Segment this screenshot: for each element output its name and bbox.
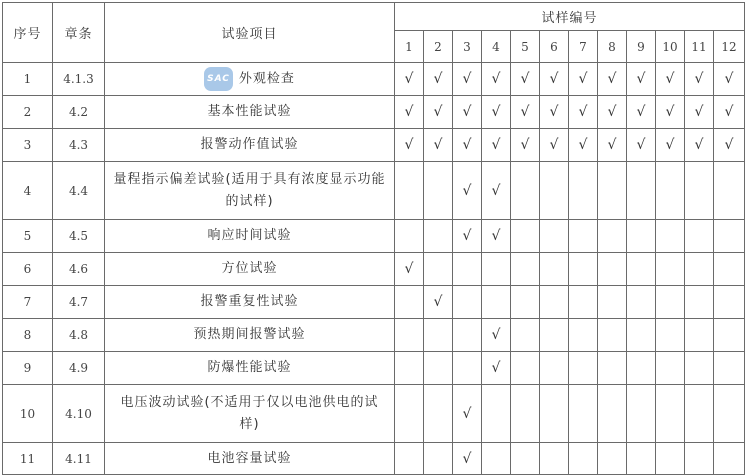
- check-mark-icon: √: [404, 104, 414, 120]
- check-mark-icon: √: [549, 137, 559, 153]
- sample-3-cell: [453, 253, 482, 286]
- sample-2-cell: [424, 63, 453, 96]
- sample-2-cell: [424, 385, 453, 443]
- seq-cell: 6: [3, 253, 53, 286]
- test-item-label: 防爆性能试验: [207, 360, 292, 375]
- check-mark-icon: √: [665, 104, 675, 120]
- sample-10-cell: [656, 162, 685, 220]
- sample-7-cell: [569, 286, 598, 319]
- sample-1-cell: [395, 443, 424, 475]
- table-row: [3, 385, 745, 443]
- check-mark-icon: √: [491, 71, 501, 87]
- clause-cell: 4.3: [53, 129, 105, 162]
- test-item-cell: [105, 220, 395, 253]
- seq-cell: 7: [3, 286, 53, 319]
- check-mark-icon: √: [694, 104, 704, 120]
- sample-12-cell: [714, 129, 745, 162]
- sample-3-cell: [453, 319, 482, 352]
- check-mark-icon: √: [665, 137, 675, 153]
- check-mark-icon: √: [462, 104, 472, 120]
- sample-8-cell: [598, 385, 627, 443]
- sample-4-cell: [482, 162, 511, 220]
- check-mark-icon: √: [462, 450, 472, 467]
- sample-10-cell: [656, 63, 685, 96]
- seq-cell: 11: [3, 443, 53, 475]
- sample-number-11: 11: [685, 31, 714, 63]
- sample-4-cell: [482, 96, 511, 129]
- sample-1-cell: [395, 220, 424, 253]
- clause-cell: 4.9: [53, 352, 105, 385]
- sample-5-cell: [511, 96, 540, 129]
- sample-6-cell: [540, 162, 569, 220]
- sample-7-cell: [569, 352, 598, 385]
- sample-1-cell: [395, 385, 424, 443]
- sample-11-cell: [685, 220, 714, 253]
- sample-11-cell: [685, 443, 714, 475]
- sample-8-cell: [598, 352, 627, 385]
- sample-number-6: 6: [540, 31, 569, 63]
- sample-number-5: 5: [511, 31, 540, 63]
- sample-9-cell: [627, 319, 656, 352]
- sample-5-cell: [511, 220, 540, 253]
- sample-11-cell: [685, 319, 714, 352]
- test-item-cell: [105, 319, 395, 352]
- sample-5-cell: [511, 352, 540, 385]
- check-mark-icon: √: [433, 137, 443, 153]
- sample-10-cell: [656, 253, 685, 286]
- sample-number-9: 9: [627, 31, 656, 63]
- sample-3-cell: [453, 63, 482, 96]
- sample-3-cell: [453, 352, 482, 385]
- check-mark-icon: √: [636, 71, 646, 87]
- sample-2-cell: [424, 253, 453, 286]
- sample-3-cell: [453, 96, 482, 129]
- sample-6-cell: [540, 443, 569, 475]
- sample-3-cell: [453, 443, 482, 475]
- sample-8-cell: [598, 63, 627, 96]
- sample-3-cell: [453, 220, 482, 253]
- table-row: [3, 96, 745, 129]
- clause-cell: 4.4: [53, 162, 105, 220]
- sample-11-cell: [685, 385, 714, 443]
- check-mark-icon: √: [694, 71, 704, 87]
- check-mark-icon: √: [491, 137, 501, 153]
- sample-4-cell: [482, 319, 511, 352]
- sample-3-cell: [453, 129, 482, 162]
- check-mark-icon: √: [433, 104, 443, 120]
- sample-10-cell: [656, 220, 685, 253]
- sample-4-cell: [482, 220, 511, 253]
- clause-cell: 4.8: [53, 319, 105, 352]
- table-row: [3, 162, 745, 220]
- check-mark-icon: √: [520, 71, 530, 87]
- sample-12-cell: [714, 253, 745, 286]
- sample-11-cell: [685, 253, 714, 286]
- test-item-label: 预热期间报警试验: [193, 327, 306, 342]
- test-item-label: 电压波动试验(不适用于仅以电池供电的试样): [120, 394, 379, 432]
- sample-12-cell: [714, 96, 745, 129]
- test-item-cell: [105, 63, 395, 96]
- sample-10-cell: [656, 385, 685, 443]
- seq-cell: 2: [3, 96, 53, 129]
- sample-11-cell: [685, 129, 714, 162]
- test-item-cell: [105, 385, 395, 443]
- check-mark-icon: √: [724, 137, 734, 153]
- sample-1-cell: [395, 129, 424, 162]
- clause-cell: 4.11: [53, 443, 105, 475]
- check-mark-icon: √: [462, 405, 472, 422]
- sample-4-cell: [482, 443, 511, 475]
- sample-9-cell: [627, 253, 656, 286]
- check-mark-icon: √: [607, 104, 617, 120]
- check-mark-icon: √: [462, 137, 472, 153]
- sample-number-12: 12: [714, 31, 745, 63]
- test-item-label: 响应时间试验: [207, 228, 292, 243]
- sample-8-cell: [598, 129, 627, 162]
- check-mark-icon: √: [491, 104, 501, 120]
- table-row: [3, 63, 745, 96]
- sample-3-cell: [453, 286, 482, 319]
- seq-cell: 1: [3, 63, 53, 96]
- clause-cell: 4.10: [53, 385, 105, 443]
- sample-4-cell: [482, 63, 511, 96]
- sample-number-3: 3: [453, 31, 482, 63]
- test-item-cell: [105, 96, 395, 129]
- sample-6-cell: [540, 63, 569, 96]
- table-row: [3, 352, 745, 385]
- check-mark-icon: √: [636, 137, 646, 153]
- sample-2-cell: [424, 96, 453, 129]
- sample-4-cell: [482, 352, 511, 385]
- test-item-cell: [105, 286, 395, 319]
- seq-cell: 5: [3, 220, 53, 253]
- test-item-cell: [105, 352, 395, 385]
- check-mark-icon: √: [491, 228, 501, 244]
- check-mark-icon: √: [578, 71, 588, 87]
- sample-10-cell: [656, 286, 685, 319]
- sample-number-8: 8: [598, 31, 627, 63]
- sample-7-cell: [569, 253, 598, 286]
- sample-6-cell: [540, 319, 569, 352]
- test-item-label: 量程指示偏差试验(适用于具有浓度显示功能的试样): [113, 171, 386, 209]
- table-row: [3, 220, 745, 253]
- table-body: [3, 63, 745, 475]
- sample-12-cell: [714, 63, 745, 96]
- sample-11-cell: [685, 63, 714, 96]
- sample-11-cell: [685, 162, 714, 220]
- sample-9-cell: [627, 162, 656, 220]
- check-mark-icon: √: [607, 71, 617, 87]
- sample-6-cell: [540, 96, 569, 129]
- table-row: [3, 443, 745, 475]
- sample-1-cell: [395, 352, 424, 385]
- sample-12-cell: [714, 352, 745, 385]
- test-item-label: 方位试验: [221, 261, 278, 276]
- sample-2-cell: [424, 352, 453, 385]
- sample-5-cell: [511, 253, 540, 286]
- check-mark-icon: √: [724, 71, 734, 87]
- sample-11-cell: [685, 96, 714, 129]
- sample-8-cell: [598, 319, 627, 352]
- check-mark-icon: √: [694, 137, 704, 153]
- sample-8-cell: [598, 96, 627, 129]
- clause-cell: 4.7: [53, 286, 105, 319]
- check-mark-icon: √: [491, 327, 501, 343]
- check-mark-icon: √: [520, 104, 530, 120]
- test-item-label: 报警动作值试验: [200, 137, 299, 152]
- clause-cell: 4.5: [53, 220, 105, 253]
- sample-9-cell: [627, 63, 656, 96]
- test-items-table: [2, 2, 745, 475]
- check-mark-icon: √: [404, 71, 414, 87]
- sample-4-cell: [482, 129, 511, 162]
- seq-cell: 3: [3, 129, 53, 162]
- sample-9-cell: [627, 385, 656, 443]
- sample-9-cell: [627, 129, 656, 162]
- sample-1-cell: [395, 286, 424, 319]
- sample-2-cell: [424, 286, 453, 319]
- sample-4-cell: [482, 385, 511, 443]
- sample-5-cell: [511, 63, 540, 96]
- sample-1-cell: [395, 253, 424, 286]
- seq-header: 序号: [3, 3, 53, 63]
- sample-6-cell: [540, 352, 569, 385]
- sample-5-cell: [511, 443, 540, 475]
- check-mark-icon: √: [636, 104, 646, 120]
- sample-2-cell: [424, 129, 453, 162]
- check-mark-icon: √: [549, 104, 559, 120]
- sample-7-cell: [569, 96, 598, 129]
- check-mark-icon: √: [491, 182, 501, 199]
- clause-cell: 4.6: [53, 253, 105, 286]
- check-mark-icon: √: [578, 104, 588, 120]
- sample-number-header: 试样编号: [395, 3, 745, 31]
- test-item-cell: [105, 443, 395, 475]
- clause-cell: 4.1.3: [53, 63, 105, 96]
- sample-9-cell: [627, 443, 656, 475]
- item-header: 试验项目: [105, 3, 395, 63]
- sample-10-cell: [656, 96, 685, 129]
- table-row: [3, 129, 745, 162]
- check-mark-icon: √: [462, 182, 472, 199]
- check-mark-icon: √: [433, 294, 443, 310]
- check-mark-icon: √: [404, 137, 414, 153]
- sample-10-cell: [656, 352, 685, 385]
- sample-8-cell: [598, 443, 627, 475]
- sample-4-cell: [482, 253, 511, 286]
- check-mark-icon: √: [578, 137, 588, 153]
- sample-9-cell: [627, 352, 656, 385]
- clause-header: 章条: [53, 3, 105, 63]
- sample-1-cell: [395, 319, 424, 352]
- check-mark-icon: √: [520, 137, 530, 153]
- sample-5-cell: [511, 286, 540, 319]
- sample-8-cell: [598, 220, 627, 253]
- check-mark-icon: √: [665, 71, 675, 87]
- sample-6-cell: [540, 220, 569, 253]
- sac-watermark-logo: SAC: [204, 67, 233, 91]
- test-item-label: 电池容量试验: [207, 450, 292, 466]
- sample-number-4: 4: [482, 31, 511, 63]
- seq-cell: 10: [3, 385, 53, 443]
- sample-2-cell: [424, 319, 453, 352]
- sample-2-cell: [424, 220, 453, 253]
- sample-3-cell: [453, 385, 482, 443]
- sample-12-cell: [714, 162, 745, 220]
- table-row: [3, 253, 745, 286]
- sample-12-cell: [714, 220, 745, 253]
- sample-1-cell: [395, 63, 424, 96]
- sample-3-cell: [453, 162, 482, 220]
- sample-10-cell: [656, 443, 685, 475]
- test-item-cell: [105, 129, 395, 162]
- check-mark-icon: √: [491, 360, 501, 376]
- seq-cell: 9: [3, 352, 53, 385]
- sample-10-cell: [656, 129, 685, 162]
- sample-1-cell: [395, 162, 424, 220]
- sample-5-cell: [511, 385, 540, 443]
- sample-6-cell: [540, 385, 569, 443]
- sample-5-cell: [511, 162, 540, 220]
- check-mark-icon: √: [433, 71, 443, 87]
- sample-6-cell: [540, 286, 569, 319]
- sample-7-cell: [569, 319, 598, 352]
- sample-6-cell: [540, 129, 569, 162]
- sample-7-cell: [569, 63, 598, 96]
- sample-8-cell: [598, 253, 627, 286]
- sample-1-cell: [395, 96, 424, 129]
- check-mark-icon: √: [404, 261, 414, 277]
- sample-9-cell: [627, 96, 656, 129]
- sample-11-cell: [685, 286, 714, 319]
- sample-number-2: 2: [424, 31, 453, 63]
- sample-number-1: 1: [395, 31, 424, 63]
- seq-cell: 8: [3, 319, 53, 352]
- sample-number-10: 10: [656, 31, 685, 63]
- test-item-cell: [105, 253, 395, 286]
- check-mark-icon: √: [724, 104, 734, 120]
- sample-6-cell: [540, 253, 569, 286]
- sample-4-cell: [482, 286, 511, 319]
- sample-11-cell: [685, 352, 714, 385]
- sample-7-cell: [569, 443, 598, 475]
- check-mark-icon: √: [549, 71, 559, 87]
- check-mark-icon: √: [607, 137, 617, 153]
- sample-12-cell: [714, 286, 745, 319]
- clause-cell: 4.2: [53, 96, 105, 129]
- sample-7-cell: [569, 385, 598, 443]
- sample-12-cell: [714, 319, 745, 352]
- sample-7-cell: [569, 162, 598, 220]
- test-item-label: 报警重复性试验: [200, 294, 299, 309]
- sample-9-cell: [627, 220, 656, 253]
- sample-8-cell: [598, 286, 627, 319]
- table-row: [3, 319, 745, 352]
- sample-10-cell: [656, 319, 685, 352]
- test-item-label: 基本性能试验: [207, 104, 292, 119]
- sample-12-cell: [714, 443, 745, 475]
- check-mark-icon: √: [462, 228, 472, 244]
- sample-5-cell: [511, 129, 540, 162]
- sample-7-cell: [569, 220, 598, 253]
- sample-5-cell: [511, 319, 540, 352]
- sample-7-cell: [569, 129, 598, 162]
- sample-8-cell: [598, 162, 627, 220]
- sample-number-7: 7: [569, 31, 598, 63]
- sample-2-cell: [424, 443, 453, 475]
- test-item-label: 外观检查: [238, 71, 295, 87]
- sample-9-cell: [627, 286, 656, 319]
- check-mark-icon: √: [462, 71, 472, 87]
- sample-2-cell: [424, 162, 453, 220]
- seq-cell: 4: [3, 162, 53, 220]
- sample-12-cell: [714, 385, 745, 443]
- table-row: [3, 286, 745, 319]
- test-item-cell: [105, 162, 395, 220]
